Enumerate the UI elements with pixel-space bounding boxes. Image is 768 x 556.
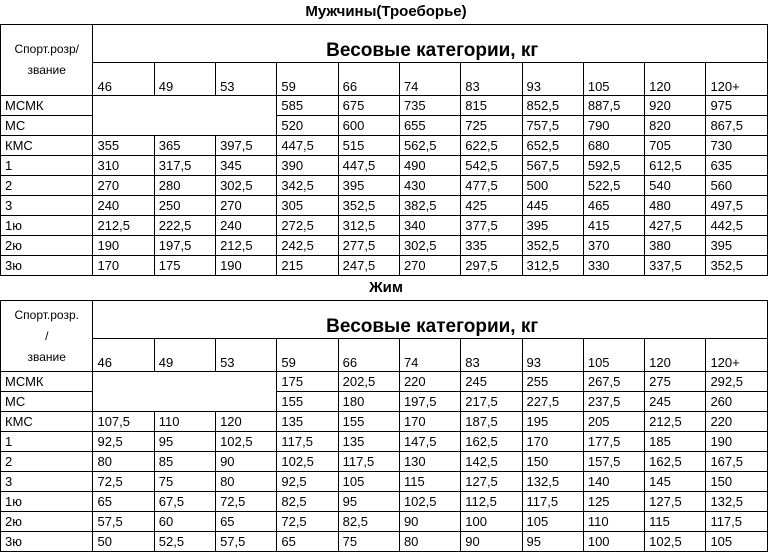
rank-cell: МС	[1, 392, 93, 412]
weight-category-cell: 74	[399, 339, 460, 372]
value-cell: 522,5	[583, 176, 644, 196]
value-cell: 125	[583, 492, 644, 512]
value-cell: 260	[706, 392, 768, 412]
value-cell: 135	[277, 412, 338, 432]
value-cell: 242,5	[277, 236, 338, 256]
value-cell: 382,5	[399, 196, 460, 216]
value-cell: 312,5	[338, 216, 399, 236]
value-cell: 390	[277, 156, 338, 176]
rank-header-line: звание	[27, 349, 66, 364]
value-cell: 820	[645, 116, 706, 136]
value-cell: 442,5	[706, 216, 768, 236]
value-cell: 217,5	[461, 392, 522, 412]
rank-header-line: Спорт.розр.	[14, 307, 79, 322]
value-cell: 72,5	[277, 512, 338, 532]
value-cell: 127,5	[461, 472, 522, 492]
value-cell: 102,5	[645, 532, 706, 552]
table-row	[1, 256, 768, 276]
value-cell: 190	[216, 256, 277, 276]
weight-categories-caption: Весовые категории, кг	[93, 301, 768, 339]
value-cell: 90	[399, 512, 460, 532]
rank-cell: МСМК	[1, 372, 93, 392]
table-row	[1, 176, 768, 196]
value-cell: 220	[706, 412, 768, 432]
value-cell: 102,5	[399, 492, 460, 512]
value-cell: 175	[277, 372, 338, 392]
value-cell: 67,5	[154, 492, 215, 512]
value-cell: 190	[93, 236, 154, 256]
empty-merged-cell	[93, 372, 277, 412]
rank-cell: КМС	[1, 412, 93, 432]
value-cell: 887,5	[583, 96, 644, 116]
rank-cell: 1	[1, 156, 93, 176]
value-cell: 270	[216, 196, 277, 216]
table-row	[1, 492, 768, 512]
weights-row	[1, 63, 768, 96]
weight-category-cell: 120	[645, 63, 706, 96]
value-cell: 415	[583, 216, 644, 236]
value-cell: 355	[93, 136, 154, 156]
weight-category-cell: 120	[645, 339, 706, 372]
table-row	[1, 136, 768, 156]
caption-row	[1, 301, 768, 339]
table-row	[1, 236, 768, 256]
value-cell: 170	[399, 412, 460, 432]
section-title-row	[1, 0, 768, 25]
value-cell: 195	[522, 412, 583, 432]
weight-category-cell: 120+	[706, 339, 768, 372]
weight-category-cell: 105	[583, 339, 644, 372]
weights-row	[1, 339, 768, 372]
value-cell: 680	[583, 136, 644, 156]
rank-cell: МСМК	[1, 96, 93, 116]
value-cell: 622,5	[461, 136, 522, 156]
value-cell: 117,5	[338, 452, 399, 472]
value-cell: 155	[277, 392, 338, 412]
section-title: Мужчины(Троеборье)	[305, 3, 467, 20]
value-cell: 270	[399, 256, 460, 276]
value-cell: 447,5	[338, 156, 399, 176]
value-cell: 212,5	[645, 412, 706, 432]
weight-category-cell: 83	[461, 63, 522, 96]
value-cell: 297,5	[461, 256, 522, 276]
value-cell: 57,5	[93, 512, 154, 532]
value-cell: 167,5	[706, 452, 768, 472]
table-row	[1, 452, 768, 472]
table-row	[1, 512, 768, 532]
value-cell: 170	[522, 432, 583, 452]
value-cell: 197,5	[154, 236, 215, 256]
value-cell: 60	[154, 512, 215, 532]
value-cell: 105	[706, 532, 768, 552]
rank-cell: 3ю	[1, 256, 93, 276]
value-cell: 655	[399, 116, 460, 136]
value-cell: 267,5	[583, 372, 644, 392]
rank-cell: 3	[1, 196, 93, 216]
rank-header	[1, 301, 93, 372]
value-cell: 352,5	[522, 236, 583, 256]
value-cell: 115	[645, 512, 706, 532]
value-cell: 177,5	[583, 432, 644, 452]
rank-cell: 3	[1, 472, 93, 492]
value-cell: 110	[583, 512, 644, 532]
value-cell: 72,5	[93, 472, 154, 492]
value-cell: 370	[583, 236, 644, 256]
value-cell: 250	[154, 196, 215, 216]
value-cell: 730	[706, 136, 768, 156]
value-cell: 110	[154, 412, 215, 432]
rank-cell: КМС	[1, 136, 93, 156]
value-cell: 95	[338, 492, 399, 512]
rank-header	[1, 25, 93, 96]
value-cell: 562,5	[399, 136, 460, 156]
value-cell: 90	[461, 532, 522, 552]
rank-header-line: звание	[27, 63, 66, 77]
value-cell: 222,5	[154, 216, 215, 236]
rank-cell: 3ю	[1, 532, 93, 552]
value-cell: 312,5	[522, 256, 583, 276]
value-cell: 92,5	[277, 472, 338, 492]
value-cell: 397,5	[216, 136, 277, 156]
value-cell: 735	[399, 96, 460, 116]
value-cell: 342,5	[277, 176, 338, 196]
value-cell: 112,5	[461, 492, 522, 512]
value-cell: 705	[645, 136, 706, 156]
value-cell: 302,5	[216, 176, 277, 196]
weight-category-cell: 59	[277, 339, 338, 372]
value-cell: 117,5	[277, 432, 338, 452]
weight-category-cell: 120+	[706, 63, 768, 96]
rank-cell: 1	[1, 432, 93, 452]
value-cell: 175	[154, 256, 215, 276]
rank-cell: 2ю	[1, 236, 93, 256]
value-cell: 340	[399, 216, 460, 236]
value-cell: 140	[583, 472, 644, 492]
table-row	[1, 216, 768, 236]
table-row	[1, 196, 768, 216]
value-cell: 277,5	[338, 236, 399, 256]
value-cell: 170	[93, 256, 154, 276]
value-cell: 975	[706, 96, 768, 116]
weight-category-cell: 49	[154, 339, 215, 372]
value-cell: 592,5	[583, 156, 644, 176]
rank-cell: 2ю	[1, 512, 93, 532]
value-cell: 130	[399, 452, 460, 472]
value-cell: 255	[522, 372, 583, 392]
rank-header-line: Спорт.розр/	[14, 42, 79, 56]
weight-category-cell: 74	[399, 63, 460, 96]
value-cell: 600	[338, 116, 399, 136]
value-cell: 82,5	[338, 512, 399, 532]
value-cell: 202,5	[338, 372, 399, 392]
weight-category-cell: 93	[522, 339, 583, 372]
value-cell: 65	[93, 492, 154, 512]
value-cell: 430	[399, 176, 460, 196]
weight-category-cell: 59	[277, 63, 338, 96]
weight-category-cell: 53	[216, 63, 277, 96]
value-cell: 92,5	[93, 432, 154, 452]
value-cell: 337,5	[645, 256, 706, 276]
value-cell: 567,5	[522, 156, 583, 176]
value-cell: 500	[522, 176, 583, 196]
value-cell: 920	[645, 96, 706, 116]
value-cell: 117,5	[522, 492, 583, 512]
value-cell: 50	[93, 532, 154, 552]
rank-cell: МС	[1, 116, 93, 136]
value-cell: 150	[706, 472, 768, 492]
value-cell: 75	[154, 472, 215, 492]
value-cell: 132,5	[706, 492, 768, 512]
value-cell: 365	[154, 136, 215, 156]
value-cell: 100	[461, 512, 522, 532]
value-cell: 72,5	[216, 492, 277, 512]
value-cell: 150	[522, 452, 583, 472]
value-cell: 345	[216, 156, 277, 176]
value-cell: 427,5	[645, 216, 706, 236]
value-cell: 465	[583, 196, 644, 216]
value-cell: 477,5	[461, 176, 522, 196]
value-cell: 215	[277, 256, 338, 276]
value-cell: 135	[338, 432, 399, 452]
value-cell: 790	[583, 116, 644, 136]
value-cell: 515	[338, 136, 399, 156]
weight-category-cell: 66	[338, 339, 399, 372]
value-cell: 395	[338, 176, 399, 196]
value-cell: 100	[583, 532, 644, 552]
value-cell: 85	[154, 452, 215, 472]
value-cell: 317,5	[154, 156, 215, 176]
value-cell: 127,5	[645, 492, 706, 512]
value-cell: 480	[645, 196, 706, 216]
value-cell: 65	[277, 532, 338, 552]
weight-category-cell: 46	[93, 339, 154, 372]
caption-row	[1, 25, 768, 63]
table-row	[1, 432, 768, 452]
rank-cell: 2	[1, 176, 93, 196]
value-cell: 815	[461, 96, 522, 116]
value-cell: 497,5	[706, 196, 768, 216]
value-cell: 212,5	[216, 236, 277, 256]
table-row	[1, 96, 768, 116]
empty-merged-cell	[93, 96, 277, 136]
value-cell: 395	[522, 216, 583, 236]
value-cell: 377,5	[461, 216, 522, 236]
value-cell: 540	[645, 176, 706, 196]
value-cell: 352,5	[338, 196, 399, 216]
value-cell: 447,5	[277, 136, 338, 156]
value-cell: 132,5	[522, 472, 583, 492]
value-cell: 155	[338, 412, 399, 432]
value-cell: 205	[583, 412, 644, 432]
value-cell: 197,5	[399, 392, 460, 412]
value-cell: 240	[216, 216, 277, 236]
value-cell: 247,5	[338, 256, 399, 276]
table-row	[1, 532, 768, 552]
value-cell: 52,5	[154, 532, 215, 552]
value-cell: 305	[277, 196, 338, 216]
value-cell: 240	[93, 196, 154, 216]
value-cell: 272,5	[277, 216, 338, 236]
value-cell: 80	[399, 532, 460, 552]
value-cell: 105	[338, 472, 399, 492]
value-cell: 270	[93, 176, 154, 196]
table-row	[1, 472, 768, 492]
value-cell: 635	[706, 156, 768, 176]
value-cell: 90	[216, 452, 277, 472]
value-cell: 245	[645, 392, 706, 412]
value-cell: 180	[338, 392, 399, 412]
value-cell: 57,5	[216, 532, 277, 552]
value-cell: 162,5	[645, 452, 706, 472]
value-cell: 335	[461, 236, 522, 256]
value-cell: 105	[522, 512, 583, 532]
weight-category-cell: 49	[154, 63, 215, 96]
value-cell: 212,5	[93, 216, 154, 236]
table-row	[1, 372, 768, 392]
weight-category-cell: 46	[93, 63, 154, 96]
value-cell: 245	[461, 372, 522, 392]
value-cell: 652,5	[522, 136, 583, 156]
value-cell: 220	[399, 372, 460, 392]
value-cell: 280	[154, 176, 215, 196]
value-cell: 82,5	[277, 492, 338, 512]
value-cell: 107,5	[93, 412, 154, 432]
weight-category-cell: 83	[461, 339, 522, 372]
value-cell: 80	[93, 452, 154, 472]
value-cell: 352,5	[706, 256, 768, 276]
value-cell: 852,5	[522, 96, 583, 116]
value-cell: 542,5	[461, 156, 522, 176]
value-cell: 675	[338, 96, 399, 116]
value-cell: 302,5	[399, 236, 460, 256]
value-cell: 102,5	[216, 432, 277, 452]
value-cell: 725	[461, 116, 522, 136]
value-cell: 520	[277, 116, 338, 136]
value-cell: 292,5	[706, 372, 768, 392]
weight-category-cell: 105	[583, 63, 644, 96]
value-cell: 80	[216, 472, 277, 492]
value-cell: 425	[461, 196, 522, 216]
rank-cell: 1ю	[1, 492, 93, 512]
section-title-row	[1, 276, 768, 301]
value-cell: 445	[522, 196, 583, 216]
value-cell: 162,5	[461, 432, 522, 452]
rank-cell: 2	[1, 452, 93, 472]
value-cell: 147,5	[399, 432, 460, 452]
value-cell: 117,5	[706, 512, 768, 532]
value-cell: 187,5	[461, 412, 522, 432]
value-cell: 95	[522, 532, 583, 552]
table-row	[1, 156, 768, 176]
value-cell: 560	[706, 176, 768, 196]
weight-categories-caption: Весовые категории, кг	[93, 25, 768, 63]
value-cell: 142,5	[461, 452, 522, 472]
value-cell: 115	[399, 472, 460, 492]
value-cell: 190	[706, 432, 768, 452]
value-cell: 237,5	[583, 392, 644, 412]
value-cell: 867,5	[706, 116, 768, 136]
value-cell: 65	[216, 512, 277, 532]
section-title: Жим	[369, 279, 403, 296]
value-cell: 490	[399, 156, 460, 176]
weight-category-cell: 66	[338, 63, 399, 96]
value-cell: 395	[706, 236, 768, 256]
value-cell: 275	[645, 372, 706, 392]
value-cell: 145	[645, 472, 706, 492]
rank-cell: 1ю	[1, 216, 93, 236]
value-cell: 757,5	[522, 116, 583, 136]
value-cell: 380	[645, 236, 706, 256]
table-row	[1, 412, 768, 432]
value-cell: 120	[216, 412, 277, 432]
value-cell: 185	[645, 432, 706, 452]
value-cell: 227,5	[522, 392, 583, 412]
value-cell: 330	[583, 256, 644, 276]
value-cell: 612,5	[645, 156, 706, 176]
rank-header-line: /	[45, 328, 49, 343]
value-cell: 102,5	[277, 452, 338, 472]
weight-category-cell: 53	[216, 339, 277, 372]
value-cell: 75	[338, 532, 399, 552]
value-cell: 95	[154, 432, 215, 452]
value-cell: 585	[277, 96, 338, 116]
value-cell: 157,5	[583, 452, 644, 472]
weight-category-cell: 93	[522, 63, 583, 96]
value-cell: 310	[93, 156, 154, 176]
